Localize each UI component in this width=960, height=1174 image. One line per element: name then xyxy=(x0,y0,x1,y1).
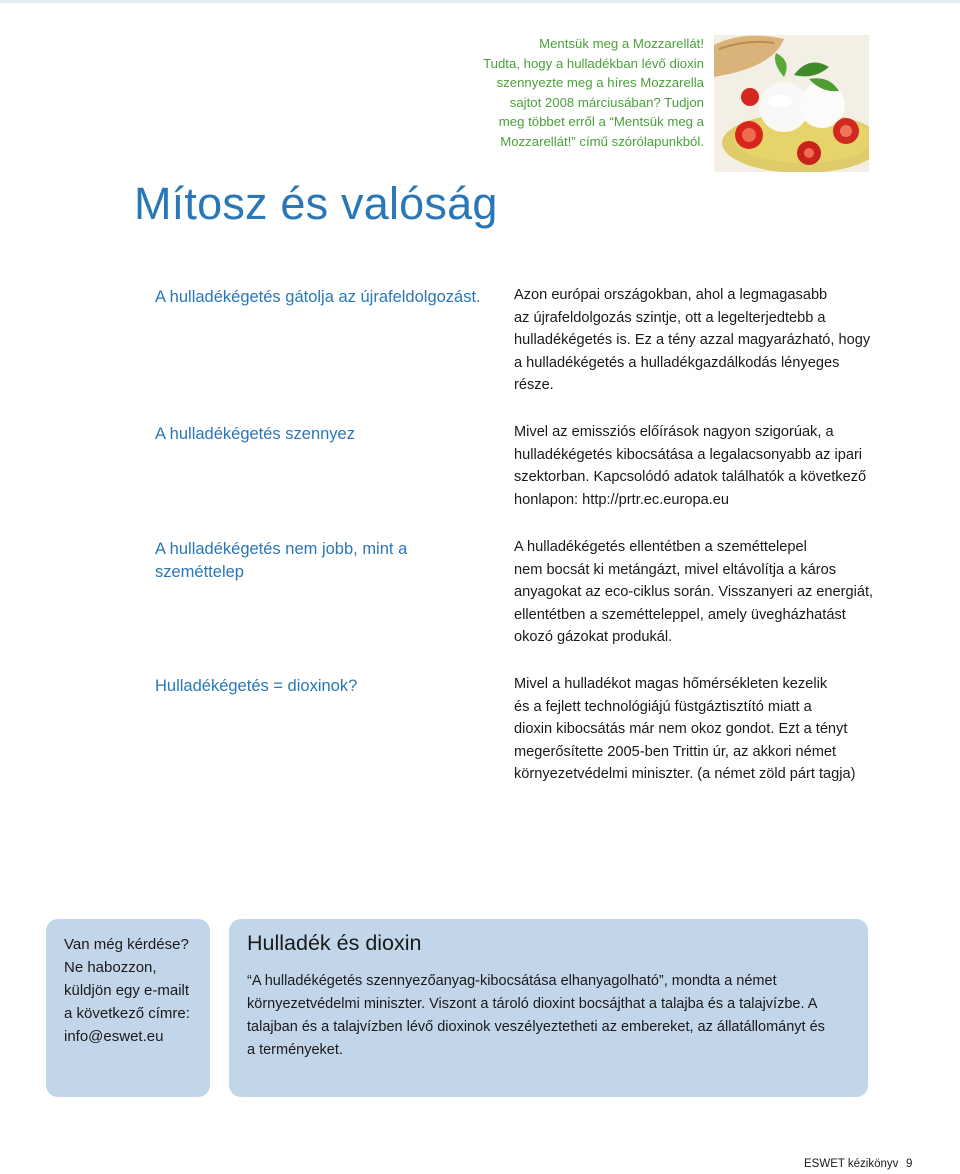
contact-line: Van még kérdése? xyxy=(64,936,189,953)
mozzarella-teaser xyxy=(470,34,704,152)
page-title: Mítosz és valóság xyxy=(134,178,498,229)
teaser-line: Tudta, hogy a hulladékban lévő dioxin xyxy=(483,55,704,71)
fact-line: hulladékégetés is. Ez a tény azzal magyarázható, hogy xyxy=(514,332,871,349)
contact-line: Ne habozzon, xyxy=(64,959,157,976)
teaser-line: meg többet erről a “Mentsük meg a xyxy=(498,114,704,130)
myth-line: A hulladékégetés gátolja az újrafeldolgozást. xyxy=(155,288,481,306)
fact-line: Azon európai országokban, ahol a legmagasabb xyxy=(514,287,828,303)
myth-line: szeméttelep xyxy=(155,562,244,581)
fact-line: ellentétben a szeméttelеppel, amely üvegházhatást xyxy=(514,606,846,623)
contact-text xyxy=(64,933,190,1048)
info-line: “A hulladékégetés szennyezőanyag-kibocsátása elhanyagolható”, mondta a német xyxy=(247,973,777,989)
fact-line: a hulladékégetés a hulladékgazdálkodás lényeges xyxy=(514,354,840,371)
fact-line: szektorban. Kapcsolódó adatok találhatók a következő xyxy=(514,469,867,486)
teaser-line: sajtot 2008 márciusában? Tudjon xyxy=(509,94,704,110)
contact-email-link[interactable]: info@eswet.eu xyxy=(64,1028,164,1045)
contact-line: a következő címre: xyxy=(64,1005,190,1022)
info-line: környezetvédelmi miniszter. Viszont a tároló dioxint bocsájthat a talajba és a talajvízbe. A xyxy=(247,996,818,1012)
myth-line: A hulladékégetés szennyez xyxy=(155,425,355,443)
fact-line: környezetvédelmi miniszter. (a német zöld párt tagja) xyxy=(514,766,856,783)
teaser-line: Mentsük meg a Mozzarellát! xyxy=(539,36,704,51)
contact-box xyxy=(46,919,210,1097)
fact-line: és a fejlett technológiájú füstgáztisztító miatt a xyxy=(514,698,812,715)
fact-line: megerősítette 2005-ben Trittin úr, az akkori német xyxy=(514,743,837,760)
myth-statement xyxy=(155,538,495,583)
teaser-line: Mozzarellát!” című szórólapunkból. xyxy=(500,133,704,149)
mozzarella-photo xyxy=(714,35,869,172)
footer-book-title: ESWET kézikönyv xyxy=(804,1158,899,1170)
page-number: 9 xyxy=(906,1158,913,1170)
fact-explanation xyxy=(514,536,876,649)
fact-line: A hulladékégetés ellentétben a szeméttelepel xyxy=(514,539,807,555)
info-box-body xyxy=(247,970,847,1062)
myth-statement xyxy=(155,423,495,446)
fact-line: anyagokat az eco-ciklus során. Visszanyeri az energiát, xyxy=(514,584,874,601)
fact-line: okozó gázokat produkál. xyxy=(514,629,673,646)
fact-explanation xyxy=(514,284,876,397)
fact-line: hulladékégetés kibocsátása a legalacsonyabb az ipari xyxy=(514,446,863,463)
contact-line: küldjön egy e-mailt xyxy=(64,982,190,999)
fact-line: nem bocsát ki metángázt, mivel eltávolítja a káros xyxy=(514,561,837,578)
fact-line: dioxin kibocsátás már nem okoz gondot. Ezt a tényt xyxy=(514,721,848,738)
dioxin-info-box xyxy=(229,919,868,1097)
info-line: a terményeket. xyxy=(247,1042,343,1058)
myth-statement xyxy=(155,675,495,698)
fact-explanation xyxy=(514,421,876,511)
fact-explanation xyxy=(514,673,876,786)
teaser-line: szennyezte meg a híres Mozzarella xyxy=(496,75,704,91)
fact-line: az újrafeldolgozás szintje, ott a legelterjedtebb a xyxy=(514,309,826,326)
myth-line: Hulladékégetés = dioxinok? xyxy=(155,677,358,695)
fact-line: Mivel a hulladékot magas hőmérsékleten kezelik xyxy=(514,676,828,692)
info-box-title: Hulladék és dioxin xyxy=(247,931,422,955)
myth-line: A hulladékégetés nem jobb, mint a xyxy=(155,540,408,558)
fact-line: honlapon: http://prtr.ec.europa.eu xyxy=(514,491,730,508)
fact-line: része. xyxy=(514,377,554,394)
top-rule xyxy=(0,0,960,3)
info-line: talajban és a talajvízben lévő dioxinok veszélyeztetheti az embereket, az állatállományt és xyxy=(247,1019,825,1035)
myth-statement xyxy=(155,286,495,309)
fact-line: Mivel az emissziós előírások nagyon szigorúak, a xyxy=(514,424,834,440)
